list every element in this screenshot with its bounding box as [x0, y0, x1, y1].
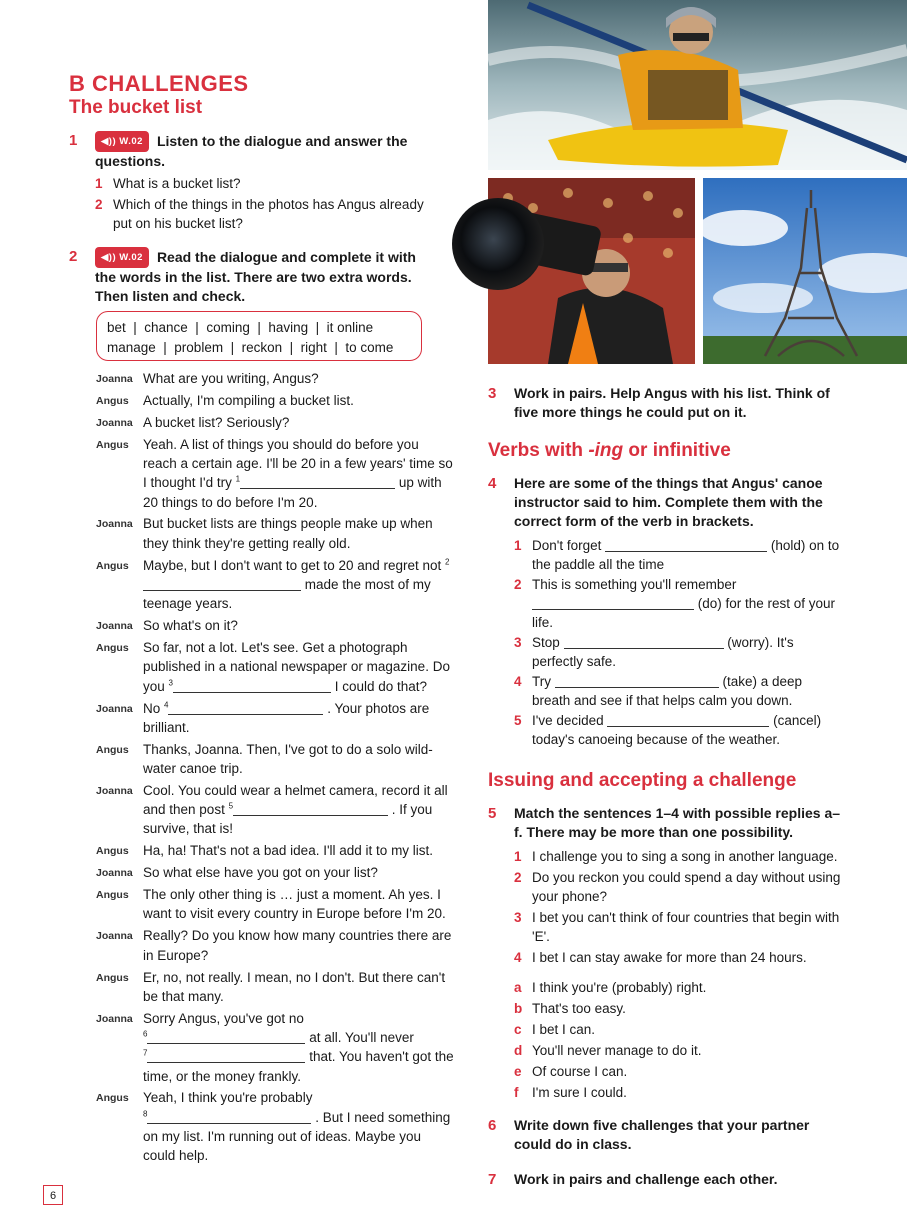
list-item: 1 I challenge you to sing a song in another language. [514, 849, 838, 864]
dialogue-line: Joanna What are you writing, Angus? [96, 371, 319, 386]
list-item: 2 Which of the things in the photos has Angus already put on his bucket list? [95, 197, 424, 231]
word-list-box [96, 311, 422, 361]
dialogue-line: Angus Maybe, but I don't want to get to 20 and regret not $^2$ made the most of my teenage years. [96, 557, 450, 612]
exercise-2-instruction: Read the dialogue and complete it with the words in the list. There are two extra words. Then listen and check. [95, 249, 416, 304]
exercise-6 [488, 1116, 828, 1154]
dialogue-line: Joanna Really? Do you know how many countries there are in Europe? [96, 928, 452, 963]
gap-blank[interactable] [173, 679, 331, 693]
audio-play-icon[interactable]: ◀)) W.02 [95, 247, 149, 268]
page-number: 6 [43, 1185, 63, 1205]
list-item: f I'm sure I could. [514, 1085, 627, 1100]
dialogue-line: Angus The only other thing is … just a moment. Ah yes. I want to visit every country in Europe before I'm 20. [96, 887, 446, 922]
gap-blank[interactable] [147, 1110, 311, 1124]
exercise-7 [488, 1170, 828, 1189]
gap-blank[interactable] [532, 596, 694, 610]
exercise-5 [488, 804, 848, 1104]
exercise-number: 6 [488, 1117, 497, 1134]
exercise-3-instruction: Work in pairs. Help Angus with his list. Think of five more things he could put on it. [514, 385, 830, 420]
gap-blank[interactable] [147, 1049, 305, 1063]
dialogue-line: Joanna A bucket list? Seriously? [96, 414, 290, 430]
exercise-1-instruction: Listen to the dialogue and answer the questions. [95, 133, 408, 169]
list-item: 2 This is something you'll remember (do) for the rest of your life. [514, 577, 836, 630]
dialogue-line: Angus Yeah. A list of things you should do before you reach a certain age. I'll be 20 in a few years' time so I thought I'd try $^1$ up with 20 things to do before I'm 20. [96, 436, 453, 510]
exercise-1 [69, 131, 439, 235]
dialogue [96, 369, 456, 1168]
dialogue-line: Joanna So what's on it? [96, 618, 238, 634]
dialogue-line: Angus Er, no, not really. I mean, no I don't. But there can't be that many. [96, 969, 446, 1004]
audio-play-icon[interactable]: ◀)) W.02 [95, 131, 149, 152]
gap-blank[interactable] [605, 538, 767, 552]
exercise-number: 3 [488, 385, 497, 402]
exercise-4 [488, 474, 843, 750]
dialogue-line: Angus Thanks, Joanna. Then, I've got to do a solo wild-water canoe trip. [96, 741, 433, 776]
gap-blank[interactable] [147, 1030, 305, 1044]
kayak-photo [488, 0, 907, 170]
exercise-number: 7 [488, 1171, 497, 1188]
section-title: B CHALLENGES [69, 71, 249, 96]
exercise-6-instruction: Write down five challenges that your partner could do in class. [514, 1117, 810, 1152]
question-list [69, 174, 439, 233]
gap-blank[interactable] [555, 674, 719, 688]
list-item: 4 I bet I can stay awake for more than 24 hours. [514, 950, 807, 965]
gap-blank[interactable] [607, 713, 769, 727]
list-item: 5 I've decided (cancel) today's canoeing because of the weather. [514, 713, 822, 747]
exercise-number: 1 [69, 132, 78, 149]
dialogue-line: Joanna So what else have you got on your list? [96, 865, 378, 881]
list-item: a I think you're (probably) right. [514, 980, 707, 995]
eiffel-tower-photo [703, 178, 907, 364]
dialogue-line: Angus Actually, I'm compiling a bucket list. [96, 392, 354, 408]
gap-blank[interactable] [233, 802, 388, 816]
list-item: 3 Stop (worry). It's perfectly safe. [514, 635, 794, 669]
list-item: c I bet I can. [514, 1022, 596, 1037]
dialogue-line: Angus So far, not a lot. Let's see. Get a photograph published in a national newspaper or magazine. Do you $^3$ I could do that? [96, 640, 450, 694]
list-item: 2 Do you reckon you could spend a day without using your phone? [514, 870, 841, 904]
list-item: 1 What is a bucket list? [95, 176, 241, 191]
gap-blank[interactable] [143, 577, 301, 591]
list-item: b That's too easy. [514, 1001, 626, 1016]
section-subtitle: The bucket list [69, 97, 203, 118]
dialogue-line: Joanna Sorry Angus, you've got no $^6$ at all. You'll never $^7$ that. You haven't got the time, or the money frankly. [96, 1010, 454, 1084]
gap-blank[interactable] [168, 701, 323, 715]
dialogue-line: Joanna But bucket lists are things people make up when they think they're getting really old. [96, 516, 433, 551]
exercise-3 [488, 384, 848, 422]
exercise-5-instruction: Match the sentences 1–4 with possible replies a–f. There may be more than one possibility. [514, 805, 841, 840]
list-item: 4 Try (take) a deep breath and see if that helps calm you down. [514, 674, 803, 708]
exercise-4-instruction: Here are some of the things that Angus' canoe instructor said to him. Complete them with the correct form of the verb in brackets. [514, 475, 823, 529]
exercise-number: 5 [488, 805, 497, 822]
exercise-2 [69, 247, 439, 306]
verbs-heading: Verbs with -ing or infinitive [488, 440, 731, 461]
list-item: 3 I bet you can't think of four countries that begin with 'E'. [514, 910, 840, 944]
dialogue-line: Angus Yeah, I think you're probably $^8$ . But I need something on my list. I'm running out of ideas. Maybe you could help. [96, 1090, 451, 1164]
word-list-row: manage | problem | reckon | right | to come [107, 340, 394, 355]
dialogue-line: Joanna Cool. You could wear a helmet camera, record it all and then post $^5$ . If you survive, that is! [96, 782, 448, 837]
issuing-heading: Issuing and accepting a challenge [488, 770, 797, 791]
camera-lens [452, 198, 544, 290]
word-list-row: bet | chance | coming | having | it online [107, 320, 374, 335]
list-item: e Of course I can. [514, 1064, 628, 1079]
gap-blank[interactable] [564, 635, 724, 649]
exercise-7-instruction: Work in pairs and challenge each other. [514, 1171, 778, 1187]
exercise-number: 2 [69, 248, 78, 265]
list-item: 1 Don't forget (hold) on to the paddle all the time [514, 538, 840, 572]
exercise-number: 4 [488, 475, 497, 492]
gap-blank[interactable] [240, 475, 395, 489]
dialogue-line: Angus Ha, ha! That's not a bad idea. I'll add it to my list. [96, 843, 434, 859]
dialogue-line: Joanna No $^4$ . Your photos are brilliant. [96, 700, 430, 735]
list-item: d You'll never manage to do it. [514, 1043, 702, 1058]
